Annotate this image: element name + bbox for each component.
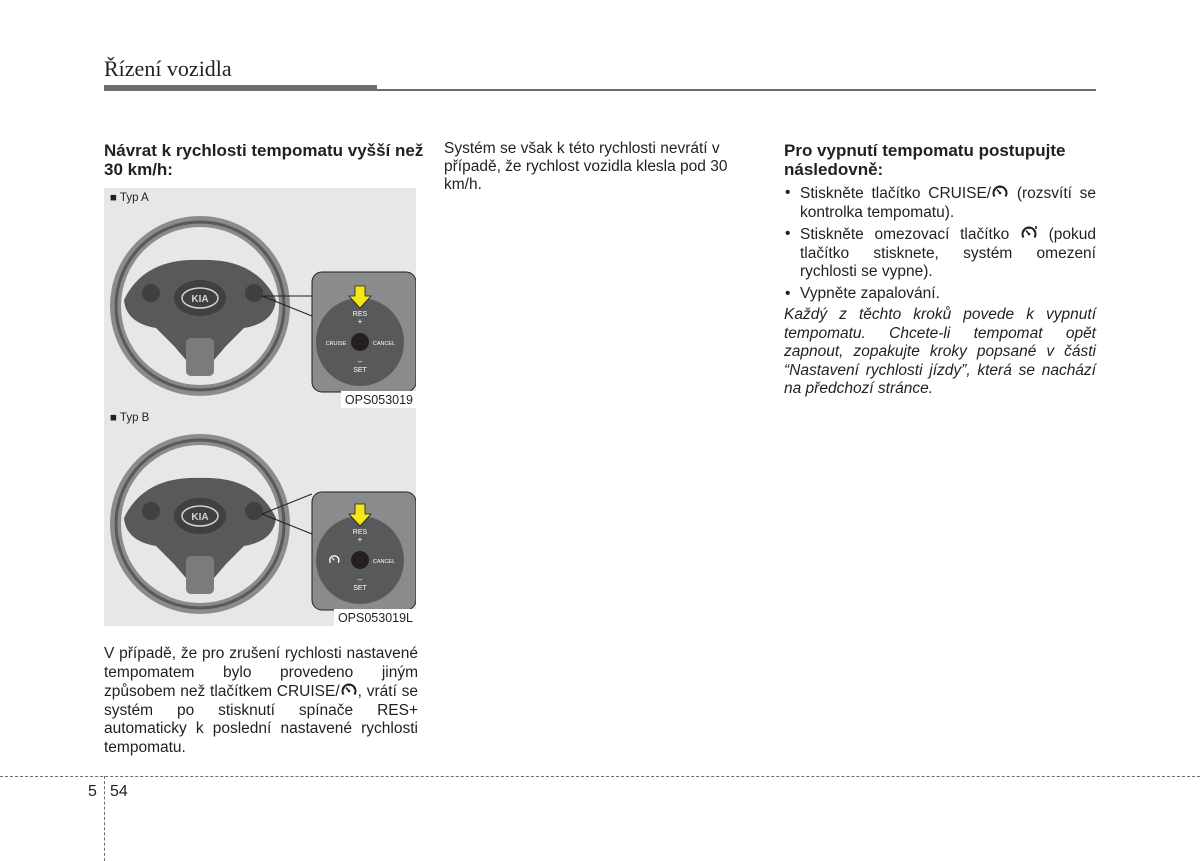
header-rule-thin — [377, 89, 1096, 91]
wheel-logo: KIA — [191, 512, 209, 523]
switch-res-label: RES — [352, 311, 368, 318]
switch-minus-label: – — [357, 357, 363, 366]
wheel-logo: KIA — [191, 294, 209, 305]
paragraph-speed-limit: Systém se však k této rychlosti nevrátí v případě, že rychlost vozidla klesla pod 30 km/h. — [444, 140, 728, 193]
speedometer-icon — [340, 682, 358, 699]
switch-minus-label: – — [357, 575, 363, 584]
figure-type-a — [104, 188, 416, 408]
switch-cancel-label: CANCEL — [372, 341, 396, 347]
paragraph-return-speed — [104, 645, 418, 757]
footer-divider — [0, 776, 1200, 777]
switch-res-label: RES — [352, 529, 368, 536]
switch-cruise-label: CRUISE — [325, 341, 347, 347]
speed-limiter-icon — [1020, 225, 1038, 242]
paragraph-text-end: , vrátí se systém po stisknutí spínače RES+ automaticky k poslední nastavené rychlosti tempomatu. — [104, 683, 419, 756]
steering-wheel-illustration — [104, 408, 416, 626]
speedometer-icon — [991, 184, 1009, 201]
figure-type-b — [104, 408, 416, 626]
list-item: • Vypněte zapalování. — [784, 285, 1096, 304]
figure-code: OPS053019 — [341, 391, 416, 408]
switch-set-label: SET — [353, 585, 367, 592]
paragraph-text-start: V případě, že pro zrušení rychlosti nastavené tempomatem bylo provedeno jiným způsobem než tlačítkem CRUISE/ — [104, 645, 418, 700]
header-rule-thick — [104, 85, 377, 91]
disable-steps-list — [784, 184, 1096, 306]
steering-wheel — [110, 434, 290, 614]
chapter-title: Řízení vozidla — [104, 56, 232, 81]
switch-plus-label: + — [357, 535, 363, 544]
steering-wheel — [110, 216, 290, 396]
figure-type-label: ■ Typ A — [110, 192, 149, 204]
section-heading-disable: Pro vypnutí tempomatu postupujte následovně: — [784, 141, 1066, 179]
figure-type-label: ■ Typ B — [110, 412, 150, 424]
switch-cancel-label: CANCEL — [372, 559, 396, 565]
switch-plus-label: + — [357, 317, 363, 326]
steering-wheel-illustration — [104, 188, 416, 408]
list-item: • Stiskněte tlačítko CRUISE/ (rozsvítí se kontrolka tempomatu). — [784, 184, 1096, 222]
section-number: 5 — [88, 783, 97, 800]
list-item: • Stiskněte omezovací tlačítko (pokud tlačítko stisknete, systém omezení rychlosti se vypne). — [784, 225, 1096, 282]
footer-vertical-divider — [104, 776, 105, 861]
page-number: 54 — [110, 783, 128, 800]
cruise-switch-detail — [312, 272, 416, 392]
switch-set-label: SET — [353, 367, 367, 374]
note-paragraph: Každý z těchto kroků povede k vypnutí tempomatu. Chcete-li tempomat opět zapnout, zopakujte kroky popsané v části “Nastavení rychlosti jízdy”, která se nachází na předchozí stránce. — [784, 306, 1096, 397]
cruise-switch-detail — [312, 492, 416, 610]
figure-code: OPS053019L — [334, 609, 416, 626]
section-heading-return-speed: Návrat k rychlosti tempomatu vyšší než 30 km/h: — [104, 141, 424, 179]
